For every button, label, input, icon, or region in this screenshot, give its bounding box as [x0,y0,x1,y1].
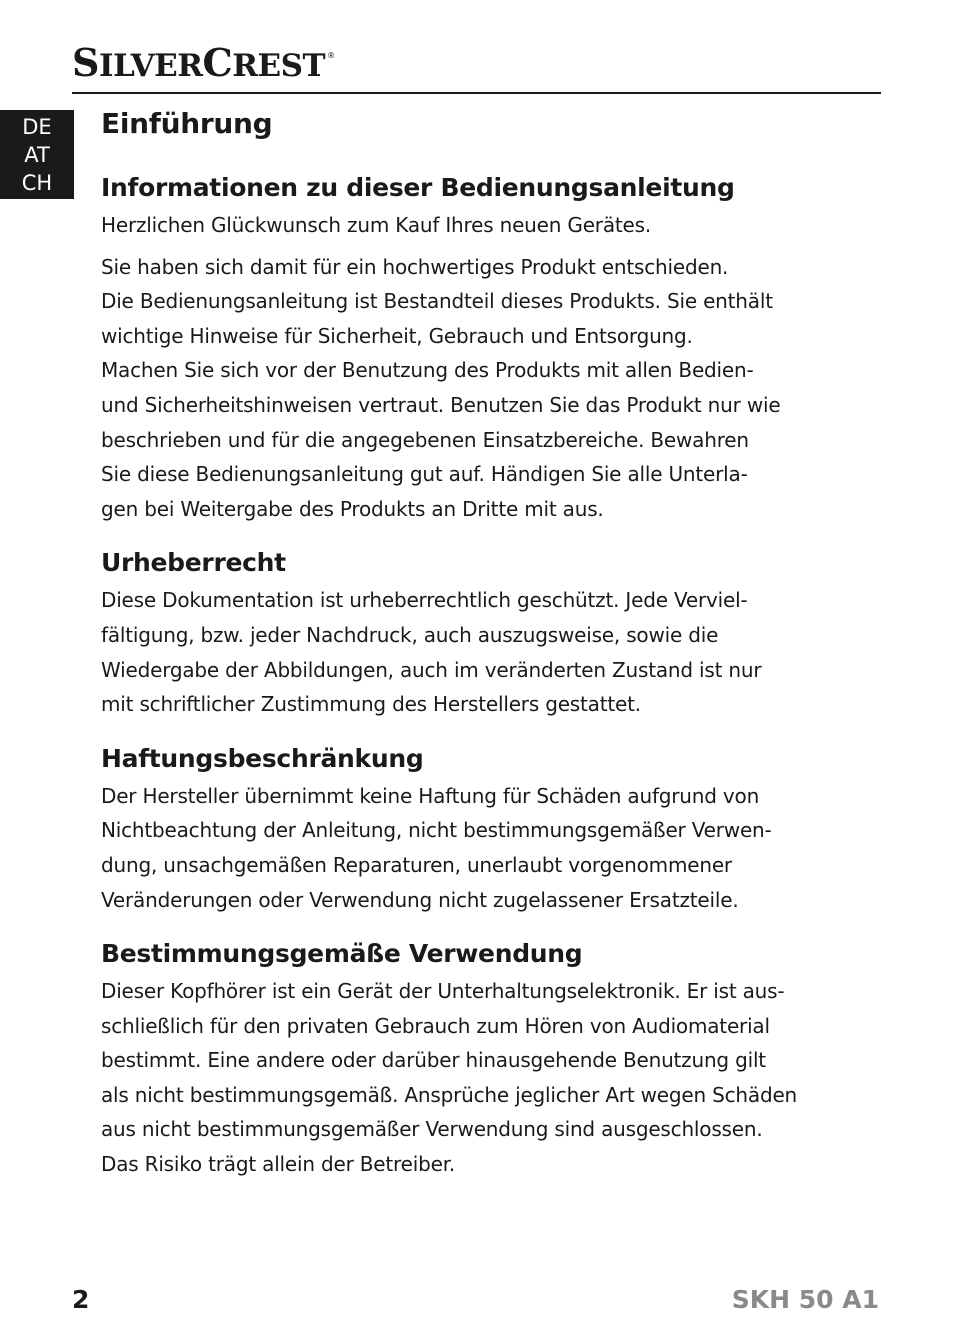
section-heading: Urheberrecht [101,548,286,578]
text-line: Diese Dokumentation ist urheberrechtlich geschützt. Jede Verviel- [101,588,748,613]
page-title: Einführung [101,107,273,140]
paragraph [101,208,861,243]
text-line: Die Bedienungsanleitung ist Bestandteil dieses Produkts. Sie enthält [101,289,773,314]
language-tab [0,110,74,199]
text-line: beschrieben und für die angegebenen Einsatzbereiche. Bewahren [101,427,749,452]
text-line: Das Risiko trägt allein der Betreiber. [101,1152,456,1177]
text-line: Nichtbeachtung der Anleitung, nicht bestimmungsgemäßer Verwen- [101,818,772,843]
text-line: Der Hersteller übernimmt keine Haftung für Schäden aufgrund von [101,783,760,808]
text-line: Veränderungen oder Verwendung nicht zugelassener Ersatzteile. [101,887,739,912]
section-urheberrecht [101,547,861,721]
section-bestimmungsgemaesse-verwendung [101,938,861,1182]
main-content [101,106,861,1182]
section-informationen [101,172,861,526]
paragraph [101,974,861,1182]
text-line: wichtige Hinweise für Sicherheit, Gebrauch und Entsorgung. [101,323,693,348]
brand-logo: SILVERCREST ® [72,40,335,85]
text-line: dung, unsachgemäßen Reparaturen, unerlaubt vorgenommener [101,852,732,877]
text-line: Sie diese Bedienungsanleitung gut auf. Händigen Sie alle Unterla- [101,462,748,487]
paragraph [101,250,861,527]
page-number: 2 [72,1285,90,1314]
paragraph [101,583,861,721]
text-line: Herzlichen Glückwunsch zum Kauf Ihres neuen Gerätes. [101,213,652,237]
section-heading: Bestimmungsgemäße Verwendung [101,939,583,969]
language-code: CH [21,170,53,195]
text-line: bestimmt. Eine andere oder darüber hinausgehende Benutzung gilt [101,1048,766,1073]
section-heading: Informationen zu dieser Bedienungsanleitung [101,173,735,202]
text-line: Wiedergabe der Abbildungen, auch im veränderten Zustand ist nur [101,657,762,682]
text-line: aus nicht bestimmungsgemäßer Verwendung sind ausgeschlossen. [101,1117,763,1142]
text-line: mit schriftlicher Zustimmung des Herstellers gestattet. [101,692,641,717]
text-line: als nicht bestimmungsgemäß. Ansprüche jeglicher Art wegen Schäden [101,1082,798,1107]
text-line: gen bei Weitergabe des Produkts an Dritte mit aus. [101,496,604,521]
text-line: fältigung, bzw. jeder Nachdruck, auch auszugsweise, sowie die [101,622,719,647]
paragraph [101,779,861,917]
text-line: schließlich für den privaten Gebrauch zum Hören von Audiomaterial [101,1013,770,1038]
header-divider [72,92,881,94]
language-code: DE [22,114,52,139]
text-line: und Sicherheitshinweisen vertraut. Benutzen Sie das Produkt nur wie [101,392,781,417]
text-line: Dieser Kopfhörer ist ein Gerät der Unterhaltungselektronik. Er ist aus- [101,979,785,1004]
text-line: Sie haben sich damit für ein hochwertiges Produkt entschieden. [101,254,729,279]
text-line: Machen Sie sich vor der Benutzung des Produkts mit allen Bedien- [101,358,754,383]
section-heading: Haftungsbeschränkung [101,743,424,773]
model-number: SKH 50 A1 [731,1285,879,1314]
section-haftungsbeschraenkung [101,743,861,917]
language-code: AT [24,142,50,167]
